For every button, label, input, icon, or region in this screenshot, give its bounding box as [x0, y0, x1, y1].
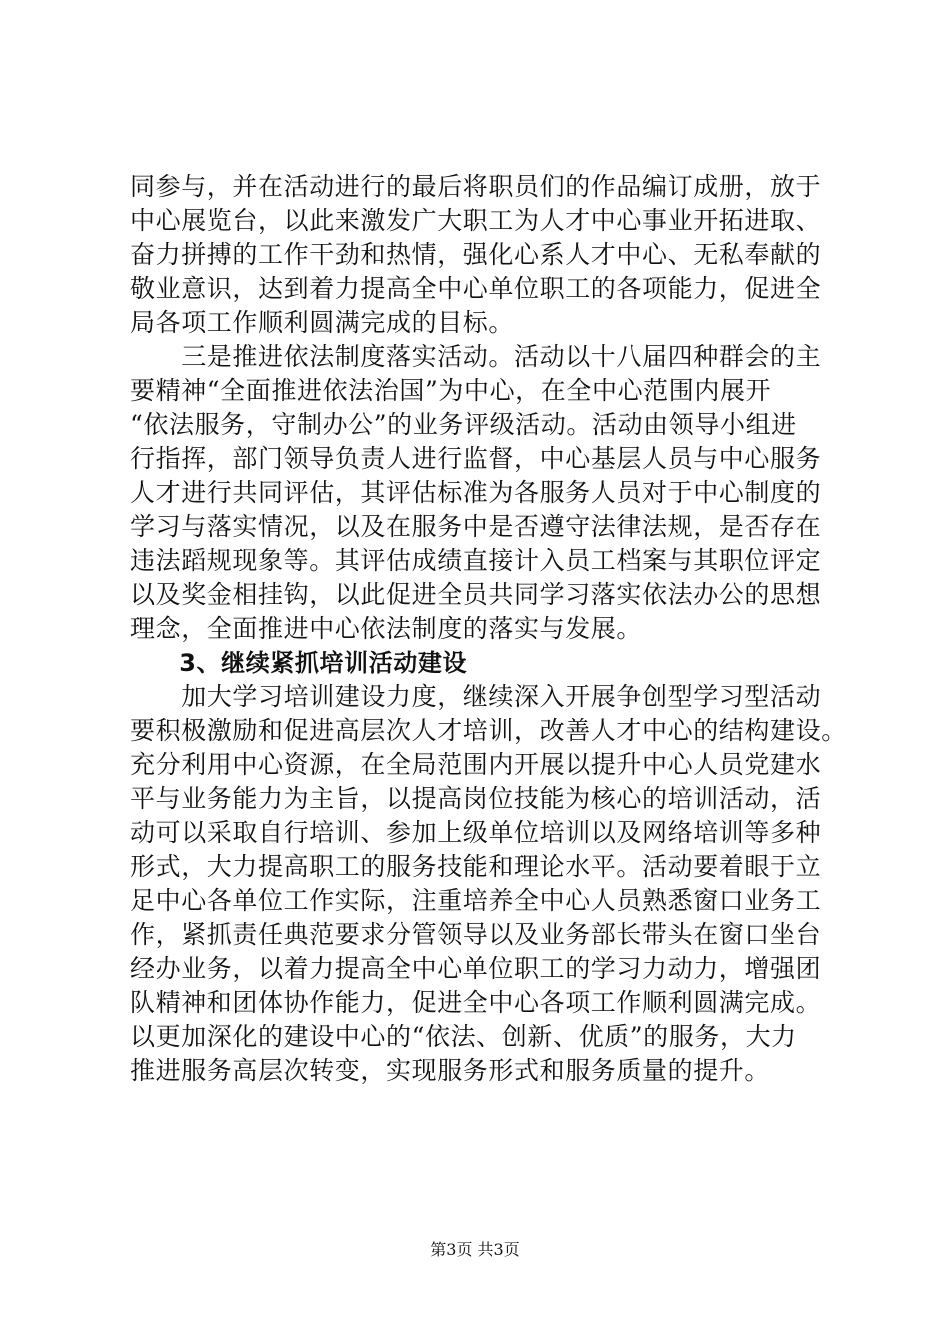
body-line: 推进服务高层次转变，实现服务形式和服务质量的提升。: [130, 1056, 771, 1085]
body-line: 三是推进依法制度落实活动。活动以十八届四种群会的主: [130, 342, 822, 371]
body-line: 人才进行共同评估，其评估标准为各服务人员对于中心制度的: [130, 478, 822, 507]
body-line: 中心展览台，以此来激发广大职工为人才中心事业开拓进取、: [130, 206, 822, 235]
body-line: 平与业务能力为主旨，以提高岗位技能为核心的培训活动，活: [130, 784, 822, 813]
body-line: 奋力拼搏的工作干劲和热情，强化心系人才中心、无私奉献的: [130, 240, 822, 269]
body-line: 经办业务，以着力提高全中心单位职工的学习力动力，增强团: [130, 954, 822, 983]
body-line: 以更加深化的建设中心的“依法、创新、优质”的服务，大力: [130, 1022, 797, 1051]
document-body: [130, 170, 847, 1088]
body-line: 充分利用中心资源，在全局范围内开展以提升中心人员党建水: [130, 750, 822, 779]
body-line: 要积极激励和促进高层次人才培训，改善人才中心的结构建设。: [130, 716, 847, 745]
body-line: 队精神和团体协作能力，促进全中心各项工作顺利圆满完成。: [130, 988, 822, 1017]
body-line: 形式，大力提高职工的服务技能和理论水平。活动要着眼于立: [130, 852, 822, 881]
body-line: 足中心各单位工作实际，注重培养全中心人员熟悉窗口业务工: [130, 886, 822, 915]
body-line: 行指挥，部门领导负责人进行监督，中心基层人员与中心服务: [130, 444, 822, 473]
body-line: 同参与，并在活动进行的最后将职员们的作品编订成册，放于: [130, 172, 822, 201]
body-line: 要精神“全面推进依法治国”为中心，在全中心范围内展开: [130, 376, 772, 405]
body-line: 作，紧抓责任典范要求分管领导以及业务部长带头在窗口坐台: [130, 920, 822, 949]
body-line: 敬业意识，达到着力提高全中心单位职工的各项能力，促进全: [130, 274, 822, 303]
body-line: “依法服务，守制办公”的业务评级活动。活动由领导小组进: [130, 410, 797, 439]
page-number-footer: 第3页 共3页: [430, 1240, 520, 1259]
body-line: 动可以采取自行培训、参加上级单位培训以及网络培训等多种: [130, 818, 822, 847]
body-line: 局各项工作顺利圆满完成的目标。: [130, 308, 515, 337]
body-line: 理念，全面推进中心依法制度的落实与发展。: [130, 614, 643, 643]
body-line: 违法蹈规现象等。其评估成绩直接计入员工档案与其职位评定: [130, 546, 822, 575]
section-heading: 3、继续紧抓培训活动建设: [130, 649, 468, 677]
body-line: 加大学习培训建设力度，继续深入开展争创型学习型活动: [130, 682, 822, 711]
body-line: 学习与落实情况，以及在服务中是否遵守法律法规，是否存在: [130, 512, 822, 541]
body-line: 以及奖金相挂钩，以此促进全员共同学习落实依法办公的思想: [130, 580, 822, 609]
